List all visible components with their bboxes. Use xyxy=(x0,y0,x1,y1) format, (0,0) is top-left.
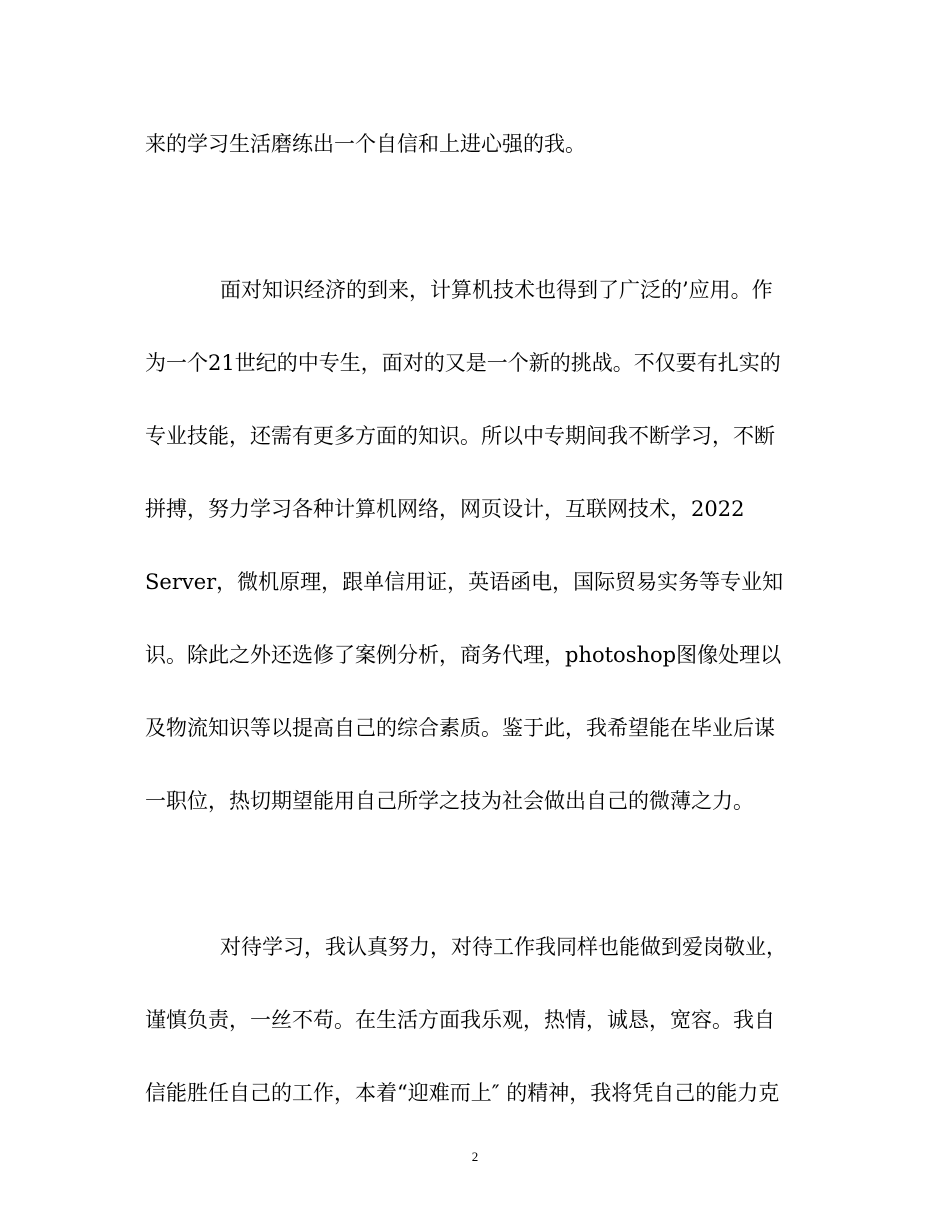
page-number: 2 xyxy=(471,1149,479,1164)
paragraph-3-line-3: 信能胜任自己的工作，本着“迎难而上″ 的精神，我将凭自己的能力克 xyxy=(145,1081,780,1105)
paragraph-2-line-2: 为一个21世纪的中专生，面对的又是一个新的挑战。不仅要有扎实的 xyxy=(145,351,781,375)
paragraph-3-line-2: 谨慎负责，一丝不苟。在生活方面我乐观，热情，诚恳，宽容。我自 xyxy=(145,1008,775,1032)
paragraph-2-line-6: 识。除此之外还选修了案例分析，商务代理，photoshop图像处理以 xyxy=(145,643,782,667)
paragraph-2-line-4: 拼搏，努力学习各种计算机网络，网页设计，互联网技术，2022 xyxy=(145,497,745,521)
paragraph-2-line-1: 面对知识经济的到来，计算机技术也得到了广泛的’应用。作 xyxy=(220,278,773,302)
paragraph-2-line-7: 及物流知识等以提高自己的综合素质。鉴于此，我希望能在毕业后谋 xyxy=(145,716,775,740)
text-line-1: 来的学习生活磨练出一个自信和上进心强的我。 xyxy=(145,132,586,156)
paragraph-2-line-8: 一职位，热切期望能用自己所学之技为社会做出自己的微薄之力。 xyxy=(145,789,754,813)
paragraph-2-line-3: 专业技能，还需有更多方面的知识。所以中专期间我不断学习，不断 xyxy=(145,424,775,448)
paragraph-2-line-5: Server，微机原理，跟单信用证，英语函电，国际贸易实务等专业知 xyxy=(145,570,784,594)
paragraph-3-line-1: 对待学习，我认真努力，对待工作我同样也能做到爱岗敬业， xyxy=(220,935,787,959)
